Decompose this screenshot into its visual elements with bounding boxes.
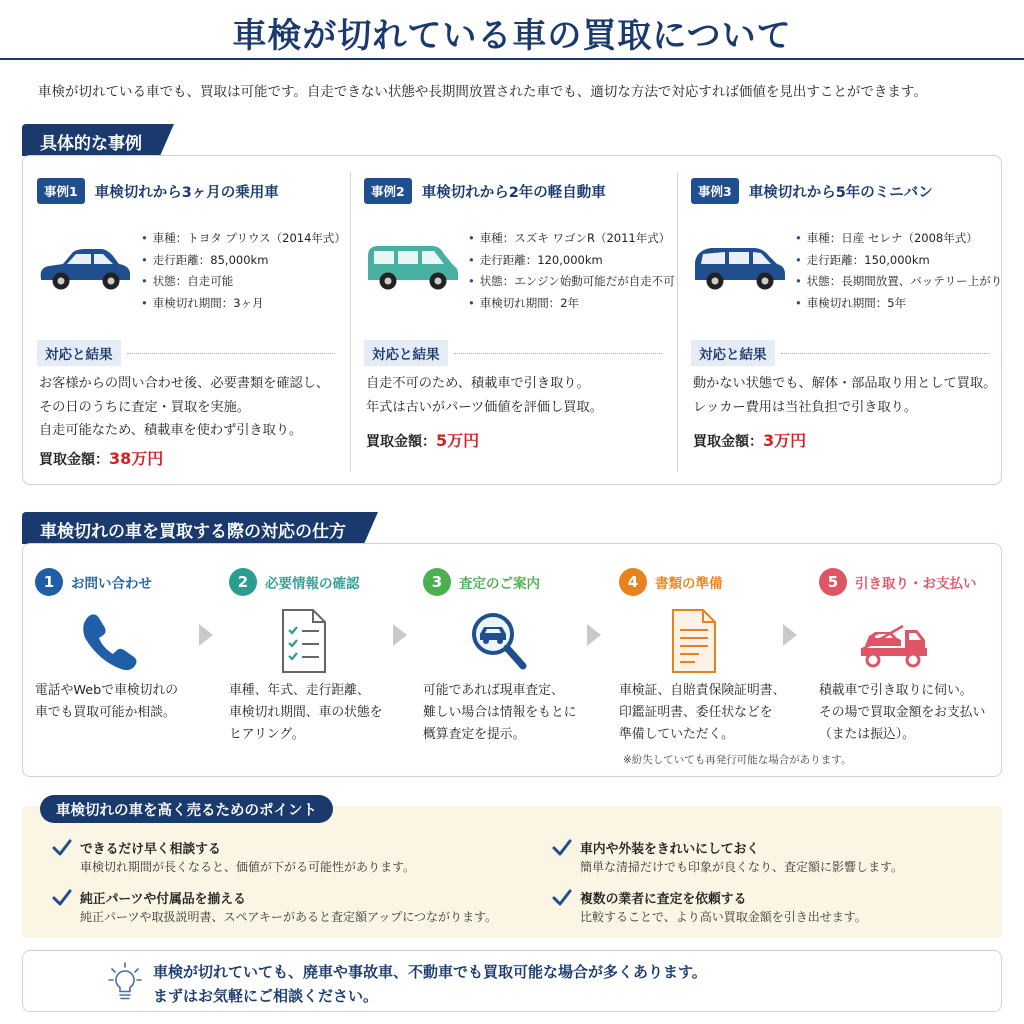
- spec-item: • 状態：自走可能: [141, 271, 346, 293]
- step-description: [819, 680, 985, 746]
- spec-item: • 車種：スズキ ワゴンR（2011年式）: [468, 228, 675, 250]
- point-title: 車内や外装をきれいにしておく: [580, 842, 760, 857]
- price-amount: 3万円: [763, 431, 807, 450]
- purchase-price: [366, 428, 479, 451]
- step-header: [819, 568, 977, 596]
- callout-text: [153, 960, 707, 1008]
- point-title: 純正パーツや付属品を揃える: [80, 892, 246, 907]
- case-header: [37, 178, 279, 204]
- step-description: [619, 680, 785, 746]
- cases-panel: [22, 155, 1002, 485]
- result-line: 年式は古いがパーツ価値を評価し買取。: [366, 399, 603, 415]
- result-header: [364, 340, 662, 366]
- process-step: [819, 544, 1009, 776]
- step-line: 車でも買取可能か相談。: [35, 705, 176, 720]
- case-card: [677, 156, 1003, 484]
- car-icon: [689, 236, 789, 296]
- spec-item: • 状態：エンジン始動可能だが自走不可: [468, 271, 675, 293]
- process-step: [423, 544, 613, 776]
- result-header: [691, 340, 989, 366]
- case-badge: 事例2: [364, 178, 412, 204]
- spec-item: • 車種：トヨタ プリウス（2014年式）: [141, 228, 346, 250]
- step-header: [229, 568, 360, 596]
- step-description: [229, 680, 383, 746]
- intro-text: 車検が切れている車でも、買取は可能です。自走できない状態や長期間放置された車でも、適切な方法で対応すれば価値を見出すことができます。: [38, 84, 927, 100]
- step-line: その場で買取金額をお支払い: [819, 705, 986, 720]
- step-title: 引き取り・お支払い: [855, 576, 977, 592]
- case-title: 車検切れから3ヶ月の乗用車: [94, 184, 279, 201]
- result-line: 自走可能なため、積載車を使わず引き取り。: [39, 423, 303, 438]
- step-title: お問い合わせ: [71, 576, 152, 592]
- spec-item: • 状態：長期間放置、バッテリー上がり: [795, 271, 1002, 293]
- title-divider: [0, 58, 1024, 60]
- case-badge: 事例3: [691, 178, 739, 204]
- consultation-callout: [22, 950, 1002, 1012]
- case-title: 車検切れから2年の軽自動車: [421, 184, 606, 201]
- spec-item: • 車検切れ期間：3ヶ月: [141, 293, 346, 315]
- price-amount: 38万円: [109, 449, 164, 468]
- step-line: 概算査定を提示。: [423, 727, 526, 742]
- checkmark-icon: [52, 838, 72, 858]
- case-title: 車検切れから5年のミニバン: [748, 184, 933, 201]
- price-label: 買取金額：: [366, 434, 436, 450]
- result-line: レッカー費用は当社負担で引き取り。: [693, 399, 918, 415]
- case-specs: [141, 228, 346, 314]
- step-line: 印鑑証明書、委任状などを: [619, 705, 773, 720]
- point-description: 車検切れ期間が長くなると、価値が下がる可能性があります。: [80, 860, 416, 874]
- step-number: 3: [423, 568, 451, 596]
- result-label: 対応と結果: [364, 340, 448, 366]
- checkmark-icon: [552, 888, 572, 908]
- cases-section-heading: 具体的な事例: [22, 124, 160, 156]
- step-title: 書類の準備: [655, 576, 723, 592]
- step-line: 車検証、自賠責保険証明書、: [619, 683, 786, 698]
- step-line: 車検切れ期間、車の状態を: [229, 705, 383, 720]
- arrow-right-icon: [783, 624, 797, 646]
- step-description: [35, 680, 178, 724]
- step-header: [423, 568, 540, 596]
- step-number: 2: [229, 568, 257, 596]
- document-icon: [659, 606, 729, 676]
- steps-section-heading: 車検切れの車を買取する際の対応の仕方: [22, 512, 364, 544]
- dotted-divider: [781, 353, 990, 354]
- case-specs: [468, 228, 675, 314]
- tow-truck-icon: [859, 606, 929, 676]
- points-panel: [22, 806, 1002, 938]
- spec-item: • 車検切れ期間：5年: [795, 293, 1002, 315]
- case-header: [691, 178, 933, 204]
- points-section-heading: 車検切れの車を高く売るためのポイント: [40, 795, 333, 823]
- point-description: 純正パーツや取扱説明書、スペアキーがあると査定額アップにつながります。: [80, 910, 498, 924]
- step-line: （または振込）。: [819, 727, 915, 742]
- result-line: 動かない状態でも、解体・部品取り用として買取。: [693, 376, 997, 391]
- car-icon: [35, 236, 135, 296]
- purchase-price: [693, 428, 806, 451]
- spec-item: • 走行距離：85,000km: [141, 250, 346, 272]
- magnifier-car-icon: [463, 606, 533, 676]
- arrow-right-icon: [587, 624, 601, 646]
- case-card: [23, 156, 349, 484]
- step-header: [35, 568, 152, 596]
- result-text: [693, 372, 996, 419]
- spec-item: • 走行距離：120,000km: [468, 250, 675, 272]
- checkmark-icon: [552, 838, 572, 858]
- point-title: 複数の業者に査定を依頼する: [580, 892, 747, 907]
- case-specs: [795, 228, 1002, 314]
- documents-note: ※紛失していても再発行可能な場合があります。: [623, 754, 852, 766]
- step-line: 積載車で引き取りに伺い。: [819, 683, 973, 698]
- step-line: ヒアリング。: [229, 727, 305, 742]
- step-header: [619, 568, 723, 596]
- point-title: できるだけ早く相談する: [80, 842, 221, 857]
- step-title: 必要情報の確認: [265, 576, 360, 592]
- spec-item: • 車種：日産 セレナ（2008年式）: [795, 228, 1002, 250]
- phone-icon: [75, 606, 145, 676]
- result-text: [366, 372, 603, 419]
- arrow-right-icon: [199, 624, 213, 646]
- case-badge: 事例1: [37, 178, 85, 204]
- callout-line-1: 車検が切れていても、廃車や事故車、不動車でも買取可能な場合が多くあります。: [153, 963, 707, 981]
- point-description: 簡単な清掃だけでも印象が良くなり、査定額に影響します。: [580, 860, 904, 874]
- step-description: [423, 680, 577, 746]
- spec-item: • 走行距離：150,000km: [795, 250, 1002, 272]
- car-icon: [362, 236, 462, 296]
- callout-line-2: まずはお気軽にご相談ください。: [153, 987, 379, 1005]
- spec-item: • 車検切れ期間：2年: [468, 293, 675, 315]
- dotted-divider: [127, 353, 336, 354]
- result-header: [37, 340, 335, 366]
- arrow-right-icon: [393, 624, 407, 646]
- step-line: 可能であれば現車査定、: [423, 683, 564, 698]
- point-description: 比較することで、より高い買取金額を引き出せます。: [580, 910, 867, 924]
- process-step: [619, 544, 809, 776]
- step-line: 難しい場合は情報をもとに: [423, 705, 577, 720]
- checklist-icon: [269, 606, 339, 676]
- price-amount: 5万円: [436, 431, 480, 450]
- case-divider: [677, 172, 678, 472]
- case-divider: [350, 172, 351, 472]
- step-line: 準備していただく。: [619, 727, 734, 742]
- result-line: 自走不可のため、積載車で引き取り。: [366, 376, 590, 391]
- page-title: 車検が切れている車の買取について: [232, 16, 792, 56]
- price-label: 買取金額：: [693, 434, 763, 450]
- steps-panel: [22, 543, 1002, 777]
- lightbulb-icon: [107, 961, 143, 1005]
- process-step: [229, 544, 419, 776]
- step-number: 5: [819, 568, 847, 596]
- dotted-divider: [454, 353, 663, 354]
- step-number: 4: [619, 568, 647, 596]
- result-line: その日のうちに査定・買取を実施。: [39, 399, 250, 415]
- result-line: お客様からの問い合わせ後、必要書類を確認し、: [39, 376, 330, 391]
- purchase-price: [39, 446, 163, 469]
- step-line: 電話やWebで車検切れの: [35, 683, 179, 698]
- case-header: [364, 178, 606, 204]
- step-title: 査定のご案内: [459, 576, 540, 592]
- price-label: 買取金額：: [39, 452, 109, 468]
- result-text: [39, 372, 329, 443]
- checkmark-icon: [52, 888, 72, 908]
- process-step: [35, 544, 225, 776]
- step-number: 1: [35, 568, 63, 596]
- step-line: 車種、年式、走行距離、: [229, 683, 370, 698]
- case-card: [350, 156, 676, 484]
- result-label: 対応と結果: [37, 340, 121, 366]
- result-label: 対応と結果: [691, 340, 775, 366]
